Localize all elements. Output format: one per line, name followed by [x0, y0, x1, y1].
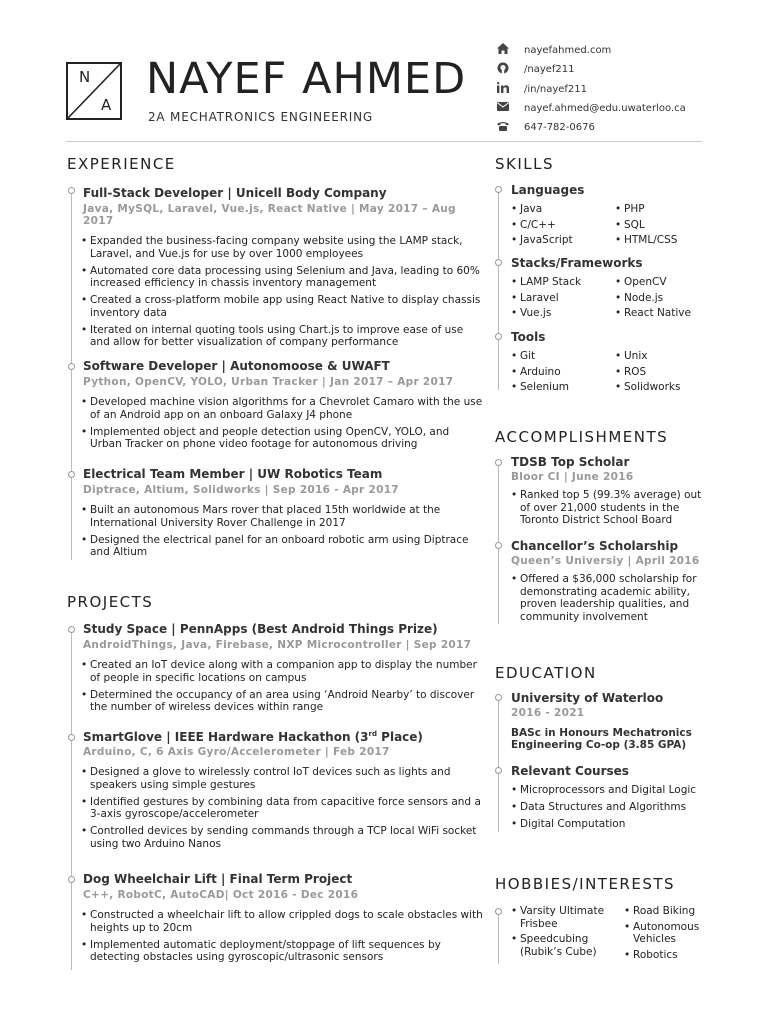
- skill-columns: [511, 203, 711, 250]
- timeline-dot: [68, 626, 75, 633]
- list-item: • Varsity Ultimate Frisbee: [511, 905, 615, 930]
- projects-timeline: [71, 630, 72, 970]
- list-item: • Created a cross-platform mobile app using React Native to display chassis inventory data: [81, 294, 483, 319]
- job-subtitle: Python, OpenCV, YOLO, Urban Tracker | Jan 2017 – Apr 2017: [83, 376, 454, 388]
- skill-list: [615, 203, 677, 250]
- candidate-subtitle: 2A MECHATRONICS ENGINEERING: [148, 110, 374, 124]
- experience-entry: [83, 467, 483, 563]
- list-item: • Developed machine vision algorithms for a Chevrolet Camaro with the use of an Android app on an onboard Galaxy J4 phone: [81, 396, 483, 421]
- project-title: [83, 730, 483, 744]
- list-item: • Data Structures and Algorithms: [511, 801, 711, 814]
- education-timeline: [498, 697, 499, 832]
- accomplishment-entry: [511, 539, 711, 628]
- list-item: • Git: [511, 350, 615, 363]
- skill-group: [511, 183, 711, 250]
- education-heading: EDUCATION: [495, 664, 597, 682]
- accomplishment-title: TDSB Top Scholar: [511, 455, 630, 469]
- timeline-dot: [495, 259, 502, 266]
- list-item: • Implemented automatic deployment/stoppage of lift sequences by detecting obstacles using gyroscopic/ultrasonic sensors: [81, 939, 483, 964]
- list-item: • Digital Computation: [511, 818, 711, 831]
- list-item: • Determined the occupancy of an area using ‘Android Nearby’ to discover the number of wireless devices within range: [81, 689, 483, 714]
- skill-group: [511, 330, 711, 397]
- home-icon: [496, 43, 510, 57]
- skill-list: [511, 203, 615, 250]
- list-item: • Robotics: [624, 949, 704, 962]
- project-subtitle: C++, RobotC, AutoCAD| Oct 2016 - Dec 2016: [83, 889, 359, 901]
- experience-entry: [83, 359, 483, 455]
- list-item: • Controlled devices by sending commands through a TCP local WiFi socket using two Arduino Nanos: [81, 825, 483, 850]
- timeline-dot: [68, 471, 75, 478]
- projects-heading: PROJECTS: [67, 593, 154, 611]
- project-bullets: [81, 909, 483, 964]
- logo-letter-a: A: [101, 96, 112, 114]
- school-years: 2016 - 2021: [511, 707, 585, 719]
- school-name: University of Waterloo: [511, 691, 664, 705]
- logo-slash: [68, 64, 120, 118]
- project-title: Study Space | PennApps (Best Android Things Prize): [83, 622, 438, 636]
- project-subtitle: Arduino, C, 6 Axis Gyro/Accelerometer | Feb 2017: [83, 746, 390, 758]
- contact-github-text: /nayef211: [524, 63, 575, 75]
- skill-group-title: Languages: [511, 183, 585, 197]
- hobbies-heading: HOBBIES/INTERESTS: [495, 875, 676, 893]
- linkedin-icon: [496, 82, 510, 96]
- project-entry: [83, 872, 483, 968]
- experience-entry: [83, 186, 483, 353]
- logo: [66, 62, 122, 120]
- timeline-dot: [68, 363, 75, 370]
- list-item: • PHP: [615, 203, 677, 216]
- courses-title: Relevant Courses: [511, 764, 629, 778]
- accomplishment-entry: [511, 455, 711, 531]
- list-item: • Autonomous Vehicles: [624, 921, 704, 946]
- contact-phone[interactable]: [496, 119, 595, 135]
- contact-linkedin[interactable]: [496, 81, 587, 97]
- job-title: Software Developer | Autonomoose & UWAFT: [83, 359, 390, 373]
- accomplishments-heading: ACCOMPLISHMENTS: [495, 428, 669, 446]
- skill-columns: [511, 350, 711, 397]
- hobbies-timeline: [498, 912, 499, 964]
- project-entry: [83, 730, 483, 855]
- skill-group-title: Stacks/Frameworks: [511, 256, 643, 270]
- courses-list: [511, 784, 711, 831]
- project-title-sup: rd: [368, 730, 377, 738]
- list-item: • Constructed a wheelchair lift to allow crippled dogs to scale obstacles with heights up to 20cm: [81, 909, 483, 934]
- list-item: • Created an IoT device along with a companion app to display the number of people in specific locations on campus: [81, 659, 483, 684]
- skill-group: [511, 256, 711, 323]
- skills-timeline: [498, 190, 499, 390]
- project-title-end: Place): [376, 730, 423, 744]
- list-item: • Java: [511, 203, 615, 216]
- timeline-dot: [495, 908, 502, 915]
- list-item: • Laravel: [511, 292, 615, 305]
- job-title: Full-Stack Developer | Unicell Body Company: [83, 186, 387, 200]
- list-item: • Microprocessors and Digital Logic: [511, 784, 711, 797]
- list-item: • LAMP Stack: [511, 276, 615, 289]
- job-bullets: [81, 504, 483, 559]
- timeline-dot: [495, 459, 502, 466]
- email-icon: [496, 102, 510, 114]
- list-item: • Built an autonomous Mars rover that placed 15th worldwide at the International University Rover Challenge in 2017: [81, 504, 483, 529]
- experience-heading: EXPERIENCE: [67, 155, 176, 173]
- timeline-dot: [495, 767, 502, 774]
- project-subtitle: AndroidThings, Java, Firebase, NXP Microcontroller | Sep 2017: [83, 639, 472, 651]
- experience-timeline: [71, 190, 72, 560]
- accomplishment-subtitle: Queen’s Universiy | April 2016: [511, 555, 700, 567]
- degree-line-1: BASc in Honours Mechatronics: [511, 727, 692, 739]
- list-item: • ROS: [615, 366, 680, 379]
- courses-entry: [511, 764, 711, 835]
- phone-icon: [496, 121, 510, 134]
- list-item: • Implemented object and people detection using OpenCV, YOLO, and Urban Tracker on phone video footage for autonomous driving: [81, 426, 483, 451]
- list-item: • SQL: [615, 219, 677, 232]
- list-item: • Ranked top 5 (99.3% average) out of over 21,000 students in the Toronto District School Board: [511, 489, 706, 527]
- timeline-dot: [495, 542, 502, 549]
- list-item: • Node.js: [615, 292, 691, 305]
- skill-group-title: Tools: [511, 330, 546, 344]
- job-subtitle: Diptrace, Altium, Solidworks | Sep 2016 - Apr 2017: [83, 484, 399, 496]
- skill-list: [615, 276, 691, 323]
- list-item: • Identified gestures by combining data from capacitive force sensors and a 3-axis gyroscope/accelerometer: [81, 796, 483, 821]
- github-icon: [496, 62, 510, 77]
- job-title: Electrical Team Member | UW Robotics Team: [83, 467, 383, 481]
- accomplishment-subtitle: Bloor CI | June 2016: [511, 471, 634, 483]
- skill-list: [511, 276, 615, 323]
- timeline-dot: [68, 734, 75, 741]
- skill-columns: [511, 276, 711, 323]
- list-item: • Automated core data processing using Selenium and Java, leading to 60% increased efficiency in chassis inventory management: [81, 265, 483, 290]
- list-item: • Offered a $36,000 scholarship for demonstrating academic ability, proven leadership qualities, and community involvement: [511, 573, 706, 623]
- contact-linkedin-text: /in/nayef211: [524, 83, 587, 95]
- timeline-dot: [495, 186, 502, 193]
- timeline-dot: [68, 876, 75, 883]
- logo-letter-n: N: [79, 68, 91, 86]
- project-entry: [83, 622, 483, 718]
- education-entry: [511, 691, 711, 751]
- list-item: • Vue.js: [511, 307, 615, 320]
- skill-list: [511, 350, 615, 397]
- job-subtitle: Java, MySQL, Laravel, Vue.js, React Native | May 2017 – Aug 2017: [83, 203, 456, 227]
- list-item: • Unix: [615, 350, 680, 363]
- list-item: • Arduino: [511, 366, 615, 379]
- candidate-name: NAYEF AHMED: [146, 54, 467, 104]
- timeline-dot: [495, 694, 502, 701]
- list-item: • Designed a glove to wirelessly control IoT devices such as lights and speakers using simple gestures: [81, 766, 483, 791]
- contact-website-text: nayefahmed.com: [524, 44, 612, 56]
- list-item: • JavaScript: [511, 234, 615, 247]
- timeline-dot: [495, 333, 502, 340]
- list-item: • Selenium: [511, 381, 615, 394]
- list-item: • Speedcubing (Rubik’s Cube): [511, 933, 615, 958]
- timeline-dot: [68, 187, 75, 194]
- list-item: • OpenCV: [615, 276, 691, 289]
- accomplishment-bullets: [511, 489, 706, 527]
- job-bullets: [81, 235, 483, 349]
- contact-github[interactable]: [496, 61, 575, 77]
- hobbies-list: [624, 905, 704, 964]
- project-bullets: [81, 659, 483, 714]
- header-divider: [66, 141, 702, 142]
- accomplishment-bullets: [511, 573, 706, 623]
- project-bullets: [81, 766, 483, 850]
- contact-email-text: nayef.ahmed@edu.uwaterloo.ca: [524, 102, 686, 114]
- hobbies-columns: [511, 905, 711, 964]
- degree-line-2: Engineering Co-op (3.85 GPA): [511, 739, 687, 751]
- list-item: • HTML/CSS: [615, 234, 677, 247]
- job-bullets: [81, 396, 483, 451]
- contact-phone-text: 647-782-0676: [524, 121, 595, 133]
- contact-email[interactable]: [496, 100, 686, 116]
- project-title-main: SmartGlove | IEEE Hardware Hackathon (3: [83, 730, 369, 744]
- list-item: • Solidworks: [615, 381, 680, 394]
- hobbies-list: [511, 905, 624, 964]
- list-item: • Designed the electrical panel for an onboard robotic arm using Diptrace and Altium: [81, 534, 483, 559]
- project-title: Dog Wheelchair Lift | Final Term Project: [83, 872, 353, 886]
- list-item: • Expanded the business-facing company website using the LAMP stack, Laravel, and Vue.js for use by over 1000 employees: [81, 235, 483, 260]
- contact-website[interactable]: [496, 42, 611, 58]
- skills-heading: SKILLS: [495, 155, 555, 173]
- list-item: • React Native: [615, 307, 691, 320]
- skill-list: [615, 350, 680, 397]
- accomplishment-title: Chancellor’s Scholarship: [511, 539, 679, 553]
- list-item: • Iterated on internal quoting tools using Chart.js to improve ease of use and allow for better visualization of company performance: [81, 324, 483, 349]
- list-item: • Road Biking: [624, 905, 704, 918]
- list-item: • C/C++: [511, 219, 615, 232]
